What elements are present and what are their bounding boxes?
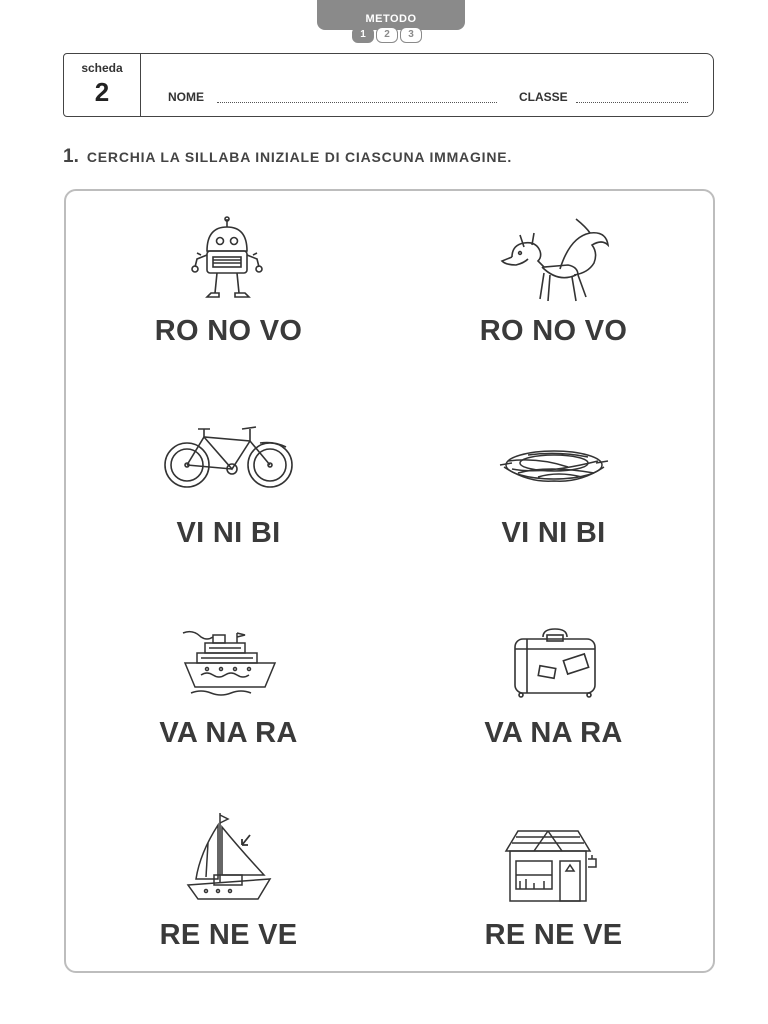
syllable-choices[interactable]: RE NE VE <box>159 919 298 951</box>
item-ship <box>66 619 391 815</box>
sailboat-icon <box>184 813 274 905</box>
ship-icon <box>181 631 277 695</box>
exercise-instruction <box>63 146 512 168</box>
exercise-panel <box>64 189 715 973</box>
item-bicycle <box>66 419 391 615</box>
method-level-3: 3 <box>400 27 422 43</box>
syllable-choices[interactable]: RE NE VE <box>484 919 623 951</box>
suitcase-icon <box>509 627 599 699</box>
item-nest <box>391 419 716 615</box>
name-field[interactable] <box>217 102 497 103</box>
fox-icon <box>498 217 610 305</box>
scheda-cell <box>64 54 141 116</box>
instruction-text: CERCHIA LA SILLABA INIZIALE DI CIASCUNA IMMAGINE. <box>86 149 513 165</box>
item-suitcase <box>391 619 716 815</box>
robot-icon <box>189 217 269 303</box>
method-level-1: 1 <box>352 27 374 43</box>
house-icon <box>504 829 604 905</box>
syllable-choices[interactable]: RO NO VO <box>154 315 303 347</box>
worksheet-header <box>63 53 714 117</box>
method-tab <box>317 0 465 30</box>
class-field[interactable] <box>576 102 688 103</box>
method-levels <box>352 27 422 43</box>
syllable-choices[interactable]: VI NI BI <box>176 517 281 549</box>
class-label: CLASSE <box>519 90 568 104</box>
item-house <box>391 813 716 1009</box>
scheda-label: scheda <box>81 61 123 75</box>
syllable-choices[interactable]: VA NA RA <box>159 717 298 749</box>
method-level-2: 2 <box>376 27 398 43</box>
item-sailboat <box>66 813 391 1009</box>
item-fox <box>391 217 716 413</box>
bicycle-icon <box>162 419 296 491</box>
method-label: METODO <box>365 13 417 25</box>
exercise-number: 1. <box>63 146 79 167</box>
nest-icon <box>498 437 610 509</box>
name-label: NOME <box>168 90 204 104</box>
item-robot <box>66 217 391 413</box>
syllable-choices[interactable]: RO NO VO <box>479 315 628 347</box>
syllable-choices[interactable]: VA NA RA <box>484 717 623 749</box>
scheda-number: 2 <box>94 77 110 107</box>
syllable-choices[interactable]: VI NI BI <box>501 517 606 549</box>
